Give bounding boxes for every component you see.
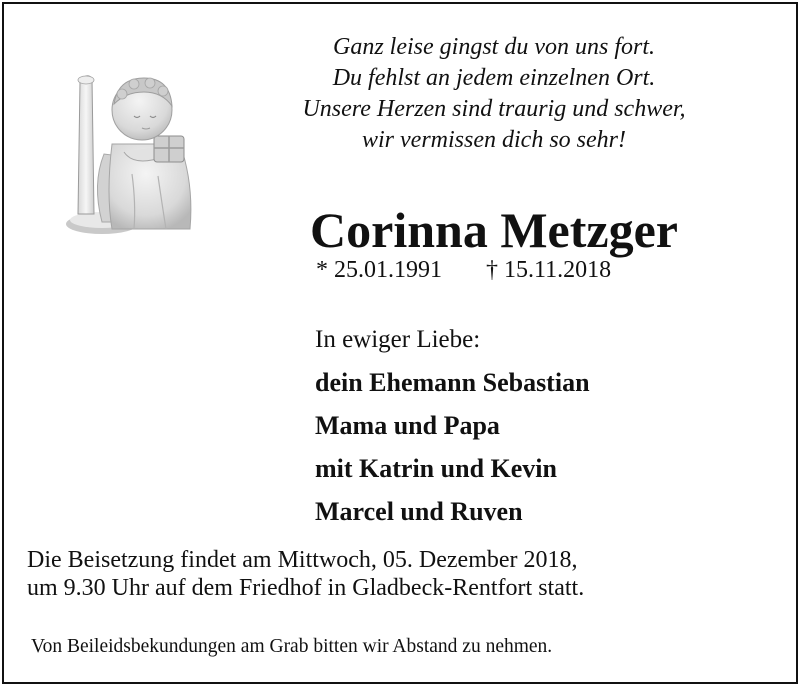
mourners-list bbox=[315, 318, 590, 533]
poem-line: Du fehlst an jedem einzelnen Ort. bbox=[332, 65, 656, 91]
poem bbox=[204, 32, 784, 156]
mourners-intro: In ewiger Liebe: bbox=[315, 326, 481, 353]
mourner-name: mit Katrin und Kevin bbox=[315, 454, 557, 483]
ceremony-line: Die Beisetzung findet am Mittwoch, 05. Dezember 2018, bbox=[27, 547, 578, 573]
poem-line: Ganz leise gingst du von uns fort. bbox=[333, 34, 655, 60]
mourner-name: dein Ehemann Sebastian bbox=[315, 368, 590, 397]
angel-figurine-with-candle-icon bbox=[62, 64, 212, 239]
condolence-note: Von Beileidsbekundungen am Grab bitten wir Abstand zu nehmen. bbox=[31, 636, 553, 657]
death-date: † 15.11.2018 bbox=[486, 257, 612, 283]
obituary-notice bbox=[2, 2, 798, 684]
ceremony-details bbox=[27, 546, 584, 602]
poem-line: Unsere Herzen sind traurig und schwer, bbox=[302, 96, 686, 122]
mourner-name: Marcel und Ruven bbox=[315, 497, 523, 526]
mourner-name: Mama und Papa bbox=[315, 411, 500, 440]
birth-date: * 25.01.1991 bbox=[316, 257, 442, 283]
deceased-name: Corinna Metzger bbox=[310, 202, 678, 258]
ceremony-line: um 9.30 Uhr auf dem Friedhof in Gladbeck-Rentfort statt. bbox=[27, 575, 585, 601]
life-dates bbox=[316, 255, 611, 285]
poem-line: wir vermissen dich so sehr! bbox=[362, 127, 626, 153]
